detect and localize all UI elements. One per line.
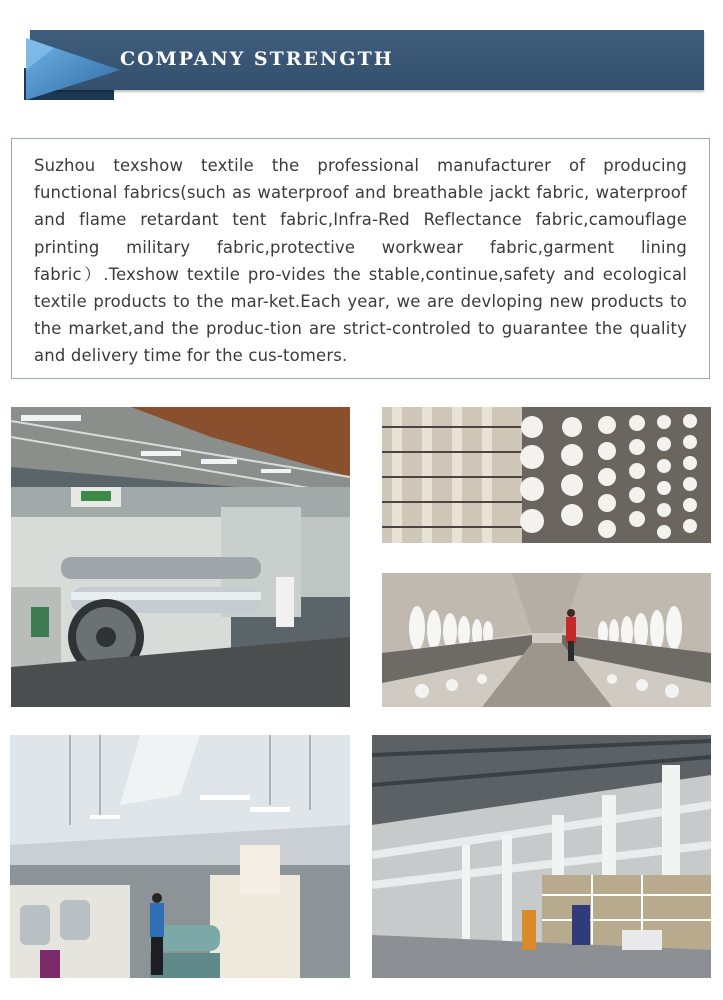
arrow-chevron-icon [24, 30, 124, 100]
weaving-looms-photo [11, 407, 350, 707]
yarn-creel-photo-icon [382, 407, 711, 543]
factory-hall-photo [372, 735, 711, 978]
yarn-creel-photo [382, 407, 711, 543]
section-header-banner [24, 30, 704, 100]
winding-machines-photo-icon [382, 573, 711, 707]
winding-machines-photo [382, 573, 711, 707]
intro-paragraph: Suzhou texshow textile the professional manufacturer of producing functional fabrics(such as waterproof and breathable jackt fabric, waterproof and flame retardant tent fabric,Infra-Red Reflectance fabric,camouflage printing military fabric,protective workwear fabric,garment lining fabric）.Texshow textile pro-vides the stable,continue,safety and ecological textile products to the mar-ket.Each year, we are devloping new products to the market,and the produc-tion are strict-controled to guarantee the quality and delivery time for the cus-tomers. [34, 156, 687, 366]
intro-box [11, 138, 710, 379]
section-title: COMPANY STRENGTH [120, 48, 394, 70]
weaving-looms-photo-icon [11, 407, 350, 707]
factory-hall-photo-icon [372, 735, 711, 978]
weaving-workshop-photo-icon [10, 735, 350, 978]
weaving-workshop-photo [10, 735, 350, 978]
